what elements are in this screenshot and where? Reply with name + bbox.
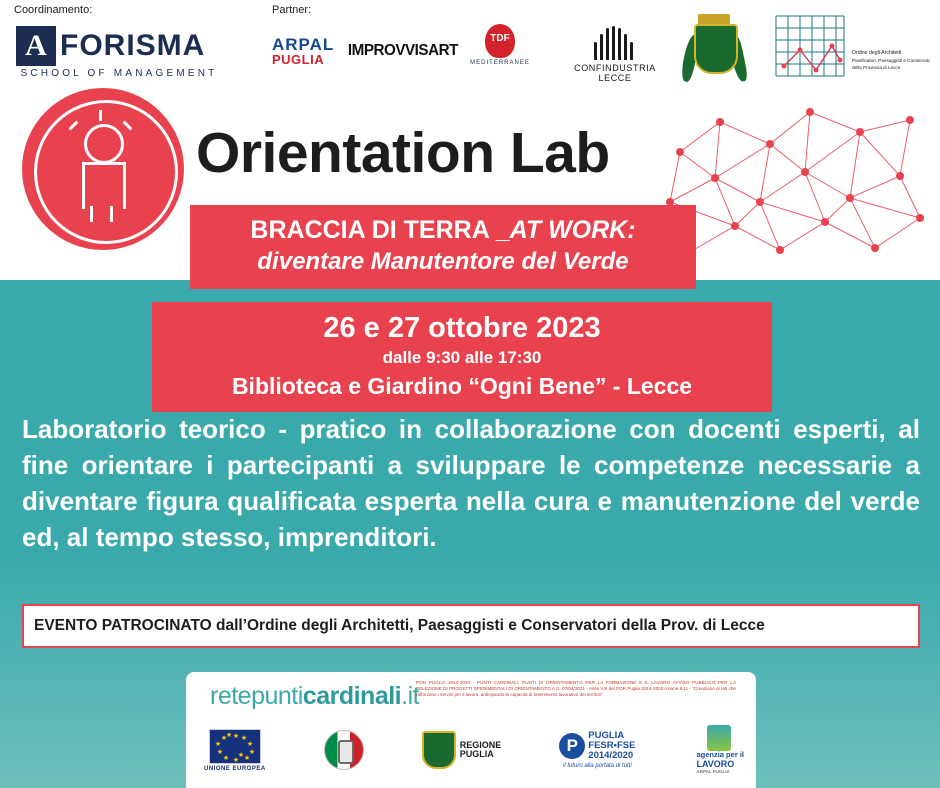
subtitle-line1 xyxy=(196,215,690,246)
por-line3: 2014/2020 xyxy=(588,749,634,761)
aforisma-logo xyxy=(16,26,222,82)
event-dates: 26 e 27 ottobre 2023 xyxy=(323,312,601,344)
por-text xyxy=(588,731,635,761)
subtitle-banner xyxy=(190,205,696,289)
comune-coat-of-arms-icon xyxy=(684,10,744,90)
arpal-line1: ARPAL xyxy=(272,35,335,54)
agenzia-line2: LAVORO xyxy=(696,758,735,769)
regione-puglia-line1: REGIONE xyxy=(459,739,502,750)
agenzia-line3: ARPAL PUGLIA xyxy=(696,768,730,774)
brand-tld: .it xyxy=(401,682,420,710)
eu-flag-caption: UNIONE EUROPEA xyxy=(204,765,266,772)
event-venue: Biblioteca e Giardino “Ogni Bene” - Lecce xyxy=(231,373,693,400)
logo-header-band xyxy=(0,0,940,95)
event-hours: dalle 9:30 alle 17:30 xyxy=(382,348,542,368)
brand-bold: cardinali xyxy=(302,682,402,710)
por-tagline: il futuro alla portata di tutti xyxy=(563,762,632,769)
brand-light: retepunti xyxy=(210,682,303,710)
ordine-line2: Pianificatori, Paesaggisti e Conservatori xyxy=(852,58,930,63)
page-title: Orientation Lab xyxy=(196,121,610,185)
agenzia-per-il-lavoro-logo xyxy=(693,725,744,774)
idea-person-icon xyxy=(22,88,184,250)
eu-flag-logo xyxy=(204,729,266,772)
footer-funding-note: POR PUGLIA 2014-2020 - PUNTI CARDINALI: PUNTI DI ORIENTAMENTO PER LA FORMAZIONE E IL LAVORO AVVISO PUBBLICO PER LA SELEZIONE DI PROGETTI SPERIMENTALI DI ORIENTAMENTO A.D. 07/04/2021 - Asse VIII del POR Puglia 2014-2020 Azione 8.11 - “Creazione di reti che rafforzano i servizi per il lavoro, anticipando le capacità di inserimento lavorativo dei territori” xyxy=(416,680,736,698)
subtitle-line1-italic: AT WORK: xyxy=(509,216,636,244)
por-puglia-fesr-fse-logo xyxy=(559,731,635,769)
architetti-grid-icon xyxy=(770,10,930,88)
event-details-banner xyxy=(152,302,772,412)
partner-label: Partner: xyxy=(272,4,312,16)
ordine-line1: Ordine degli Architetti xyxy=(852,50,902,56)
por-line1: PUGLIA xyxy=(588,730,625,742)
tdf-caption: MEDITERRANEE xyxy=(470,60,530,66)
eu-flag-icon: ★ ★ ★ ★ ★ ★ ★ ★ ★ ★ ★ ★ xyxy=(209,729,261,764)
ordine-architetti-logo xyxy=(770,10,930,88)
event-description: Laboratorio teorico - pratico in collaborazione con docenti esperti, al fine orientare i partecipanti a sviluppare le competenze necessarie a diventare figura qualificata esperta nella cura e manutenzione del verde ed, al tempo stesso, imprenditori. xyxy=(22,414,920,552)
agenzia-text xyxy=(696,751,744,774)
por-p-icon: P xyxy=(559,733,585,759)
footer-card xyxy=(186,672,756,788)
confindustria-logo xyxy=(560,26,670,83)
agenzia-line1: agenzia per il xyxy=(696,750,744,760)
aforisma-wordmark: FORISMA xyxy=(60,29,206,62)
retepunticardinali-logo xyxy=(210,682,419,711)
confindustria-mark-icon xyxy=(594,26,636,60)
tdf-logo xyxy=(470,24,530,66)
coordination-label: Coordinamento: xyxy=(14,4,93,16)
aforisma-tagline: SCHOOL OF MANAGEMENT xyxy=(20,68,218,79)
regione-puglia-logo xyxy=(422,731,502,769)
regione-puglia-line2: PUGLIA xyxy=(459,749,494,759)
improvvisart-logo: IMPROVVISART xyxy=(347,42,458,59)
por-mark xyxy=(559,731,635,761)
regione-puglia-icon xyxy=(422,731,456,769)
footer-logo-row xyxy=(204,722,744,778)
red-network-decoration xyxy=(660,92,940,302)
tdf-flame-icon xyxy=(485,24,515,58)
arpal-logo xyxy=(272,36,336,67)
italian-republic-icon xyxy=(324,730,364,770)
italian-republic-logo xyxy=(324,730,364,770)
arpal-line2: PUGLIA xyxy=(272,52,325,67)
aforisma-monogram: A xyxy=(16,26,56,66)
regione-puglia-text xyxy=(460,741,502,760)
por-line2: FESR•FSE xyxy=(588,740,636,752)
patronage-text: EVENTO PATROCINATO dall’Ordine degli Architetti, Paesaggisti e Conservatori della Prov. di Lecce xyxy=(34,617,765,634)
patronage-strip xyxy=(22,604,920,648)
ordine-line3: della Provincia di Lecce xyxy=(852,65,901,70)
agenzia-icon xyxy=(707,725,731,751)
confindustria-name: CONFINDUSTRIA LECCE xyxy=(574,63,656,83)
subtitle-line2: diventare Manutentore del Verde xyxy=(257,248,629,276)
subtitle-line1-normal: BRACCIA DI TERRA _ xyxy=(250,216,510,244)
